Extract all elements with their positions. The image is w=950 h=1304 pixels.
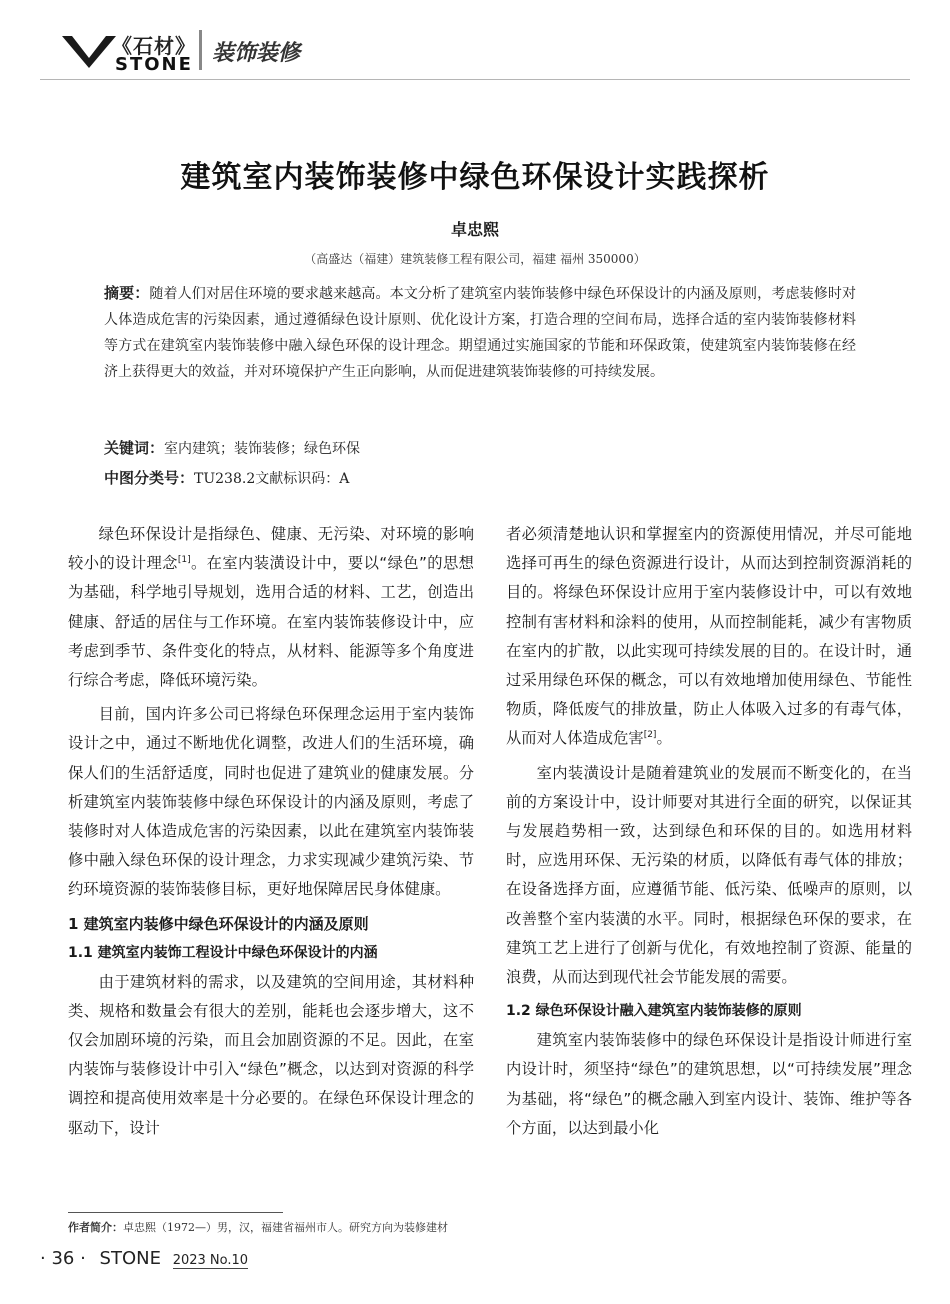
citation-ref: [2] <box>643 730 657 741</box>
journal-name-cn: 《石材》 <box>112 34 196 58</box>
journal-name-en: STONE <box>115 54 193 75</box>
footnote-rule <box>68 1212 283 1213</box>
body-column-right <box>506 520 912 1148</box>
section-name: 装饰装修 <box>212 41 301 66</box>
section-heading: 1 建筑室内装修中绿色环保设计的内涵及原则 <box>68 914 369 933</box>
classification <box>104 467 349 488</box>
author-footnote <box>68 1219 448 1235</box>
footer-journal: STONE <box>99 1248 161 1269</box>
body-paragraph: 绿色环保设计是指绿色、健康、无污染、对环境的影响较小的设计理念[1]。在室内装潢设计中，要以“绿色”的思想为基础，科学地引导规划，选用合适的材料、工艺，创造出健康、舒适的居住与工作环境。在室内装饰装修设计中，应考虑到季节、条件变化的特点，从材料、能源等多个角度进行综合考虑，降低环境污染。 <box>68 525 474 690</box>
subsection-heading: 1.1 建筑室内装饰工程设计中绿色环保设计的内涵 <box>68 944 378 961</box>
body-paragraph: 目前，国内许多公司已将绿色环保理念运用于室内装饰设计之中，通过不断地优化调整，改进人们的生活环境，确保人们的生活舒适度，同时也促进了建筑业的健康发展。分析建筑室内装饰装修中绿色环保设计的内涵及原则，考虑了装修时对人体造成危害的污染因素，以此在建筑室内装饰装修中融入绿色环保的设计理念，力求实现减少建筑污染、节约环境资源的装饰装修目标，更好地保障居民身体健康。 <box>68 705 474 899</box>
body-paragraph: 由于建筑材料的需求，以及建筑的空间用途，其材料种类、规格和数量会有很大的差别，能耗也会逐步增大，这不仅会加剧环境的污染，而且会加剧资源的不足。因此，在室内装饰与装修设计中引入“绿色”概念，以达到对资源的科学调控和提高使用效率是十分必要的。在绿色环保设计理念的驱动下，设计 <box>68 972 474 1137</box>
author-name: 卓忠熙 <box>450 220 499 239</box>
body-paragraph: 者必须清楚地认识和掌握室内的资源使用情况，并尽可能地选择可再生的绿色资源进行设计，从而达到控制资源消耗的目的。将绿色环保设计应用于室内装修设计中，可以有效地控制有害材料和涂料的使用，从而控制能耗，减少有害物质在室内的扩散，以此实现可持续发展的目的。在设计时，通过采用绿色环保的概念，可以有效地增加使用绿色、节能性物质，降低废气的排放量，防止人体吸入过多的有毒气体，从而对人体造成危害[2]。 <box>506 525 912 748</box>
footnote-text: 卓忠熙（1972—）男，汉，福建省福州市人。研究方向为装修建材 <box>123 1221 448 1234</box>
citation-ref: [1] <box>177 555 191 566</box>
abstract-label: 摘要： <box>104 284 150 302</box>
page-footer <box>40 1248 248 1269</box>
page-number: · 36 · <box>40 1248 86 1269</box>
abstract-text: 随着人们对居住环境的要求越来越高。本文分析了建筑室内装饰装修中绿色环保设计的内涵及原则，考虑装修时对人体造成危害的污染因素，通过遵循绿色设计原则、优化设计方案，打造合理的空间布局，选择合适的室内装饰装修材料等方式在建筑室内装饰装修中融入绿色环保的设计理念。期望通过实施国家的节能和环保政策，使建筑室内装饰装修在经济上获得更大的效益，并对环境保护产生正向影响，从而促进建筑装饰装修的可持续发展。 <box>104 286 856 380</box>
keywords-text: 室内建筑；装饰装修；绿色环保 <box>164 441 361 457</box>
abstract <box>104 280 856 385</box>
stone-logo-icon <box>60 30 118 70</box>
page-header <box>0 0 950 80</box>
author-affiliation: （高盛达（福建）建筑装修工程有限公司，福建 福州 350000） <box>304 252 646 266</box>
classification-text: TU238.2文献标识码：A <box>194 471 350 487</box>
header-rule <box>40 79 910 80</box>
body-paragraph: 室内装潢设计是随着建筑业的发展而不断变化的，在当前的方案设计中，设计师要对其进行全面的研究，以保证其与发展趋势相一致，达到绿色和环保的目的。如选用材料时，应选用环保、无污染的材质，以降低有毒气体的排放；在设备选择方面，应遵循节能、低污染、低噪声的原则，以改善整个室内装潢的水平。同时，根据绿色环保的要求，在建筑工艺上进行了创新与优化，有效地控制了资源、能量的浪费，从而达到现代社会节能发展的需要。 <box>506 763 912 987</box>
keywords-label: 关键词： <box>104 439 165 457</box>
body-paragraph: 建筑室内装饰装修中的绿色环保设计是指设计师进行室内设计时，须坚持“绿色”的建筑思想，以“可持续发展”理念为基础，将“绿色”的概念融入到室内设计、装饰、维护等各个方面，以达到最小化 <box>506 1031 912 1137</box>
footer-issue: 2023 No.10 <box>172 1253 249 1268</box>
body-column-left <box>68 520 474 1148</box>
article-title: 建筑室内装饰装修中绿色环保设计实践探析 <box>180 160 770 195</box>
footnote-label: 作者简介： <box>68 1221 123 1234</box>
header-divider <box>199 30 202 70</box>
subsection-heading: 1.2 绿色环保设计融入建筑室内装饰装修的原则 <box>506 1003 802 1020</box>
keywords <box>104 437 360 458</box>
classification-label: 中图分类号： <box>104 469 195 487</box>
